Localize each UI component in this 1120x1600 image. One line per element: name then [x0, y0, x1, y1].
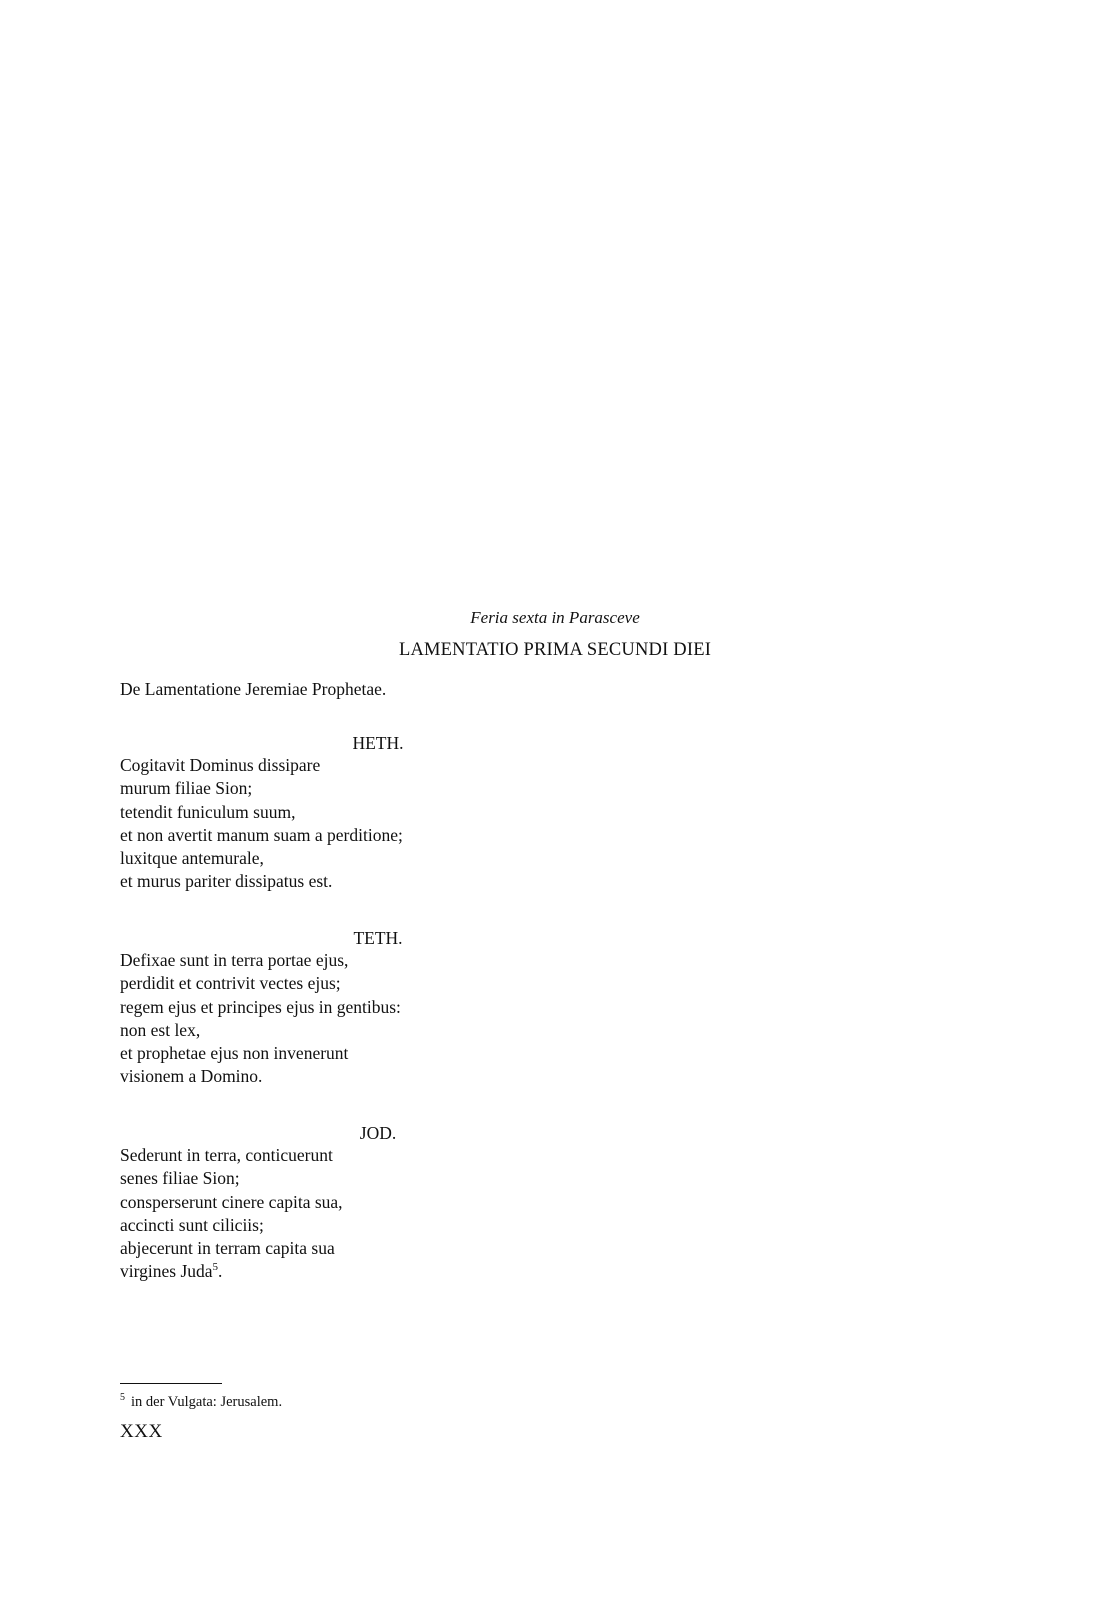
verse-line: regem ejus et principes ejus in gentibus: [120, 996, 401, 1017]
verse-line: et non avertit manum suam a perditione; [120, 824, 403, 845]
verse-line: Defixae sunt in terra portae ejus, [120, 950, 349, 970]
footnote-mark: 5 [120, 1392, 125, 1404]
lamentation-title: LAMENTATIO PRIMA SECUNDI DIEI [398, 640, 712, 660]
stanza-lines [120, 949, 401, 1089]
verse-line: consperserunt cinere capita sua, [120, 1191, 343, 1212]
verse-punctuation: . [218, 1261, 223, 1282]
verse-line: abjecerunt in terram capita sua [120, 1238, 335, 1259]
stanza-heading: JOD. [359, 1123, 397, 1143]
verse-line: tetendit funiculum suum, [120, 801, 296, 822]
page-number: XXX [120, 1421, 163, 1442]
stanza-heading: HETH. [352, 733, 404, 753]
verse-line: et murus pariter dissipatus est. [120, 871, 333, 892]
verse-text: virgines Juda [120, 1261, 213, 1282]
stanza-lines [120, 754, 403, 894]
verse-line-with-footnote [120, 1260, 343, 1283]
stanza-lines [120, 1144, 343, 1284]
footnote-text: in der Vulgata: Jerusalem. [131, 1394, 283, 1410]
footnote-divider [120, 1383, 222, 1384]
footnote-reference[interactable]: 5 [212, 1261, 219, 1274]
intro-line: De Lamentatione Jeremiae Prophetae. [120, 679, 387, 699]
verse-line: accincti sunt ciliciis; [120, 1214, 264, 1235]
stanza-heading: TETH. [353, 928, 403, 948]
verse-line: visionem a Domino. [120, 1066, 263, 1087]
verse-line: Cogitavit Dominus dissipare [120, 755, 321, 775]
verse-line: et prophetae ejus non invenerunt [120, 1043, 349, 1064]
verse-line: non est lex, [120, 1019, 201, 1040]
verse-line: perdidit et contrivit vectes ejus; [120, 973, 341, 994]
verse-line: Sederunt in terra, conticuerunt [120, 1145, 333, 1165]
liturgical-day-subtitle: Feria sexta in Parasceve [470, 608, 640, 627]
verse-line: murum filiae Sion; [120, 778, 253, 799]
verse-line: senes filiae Sion; [120, 1168, 240, 1189]
footnote [120, 1392, 282, 1412]
verse-line: luxitque antemurale, [120, 848, 264, 869]
